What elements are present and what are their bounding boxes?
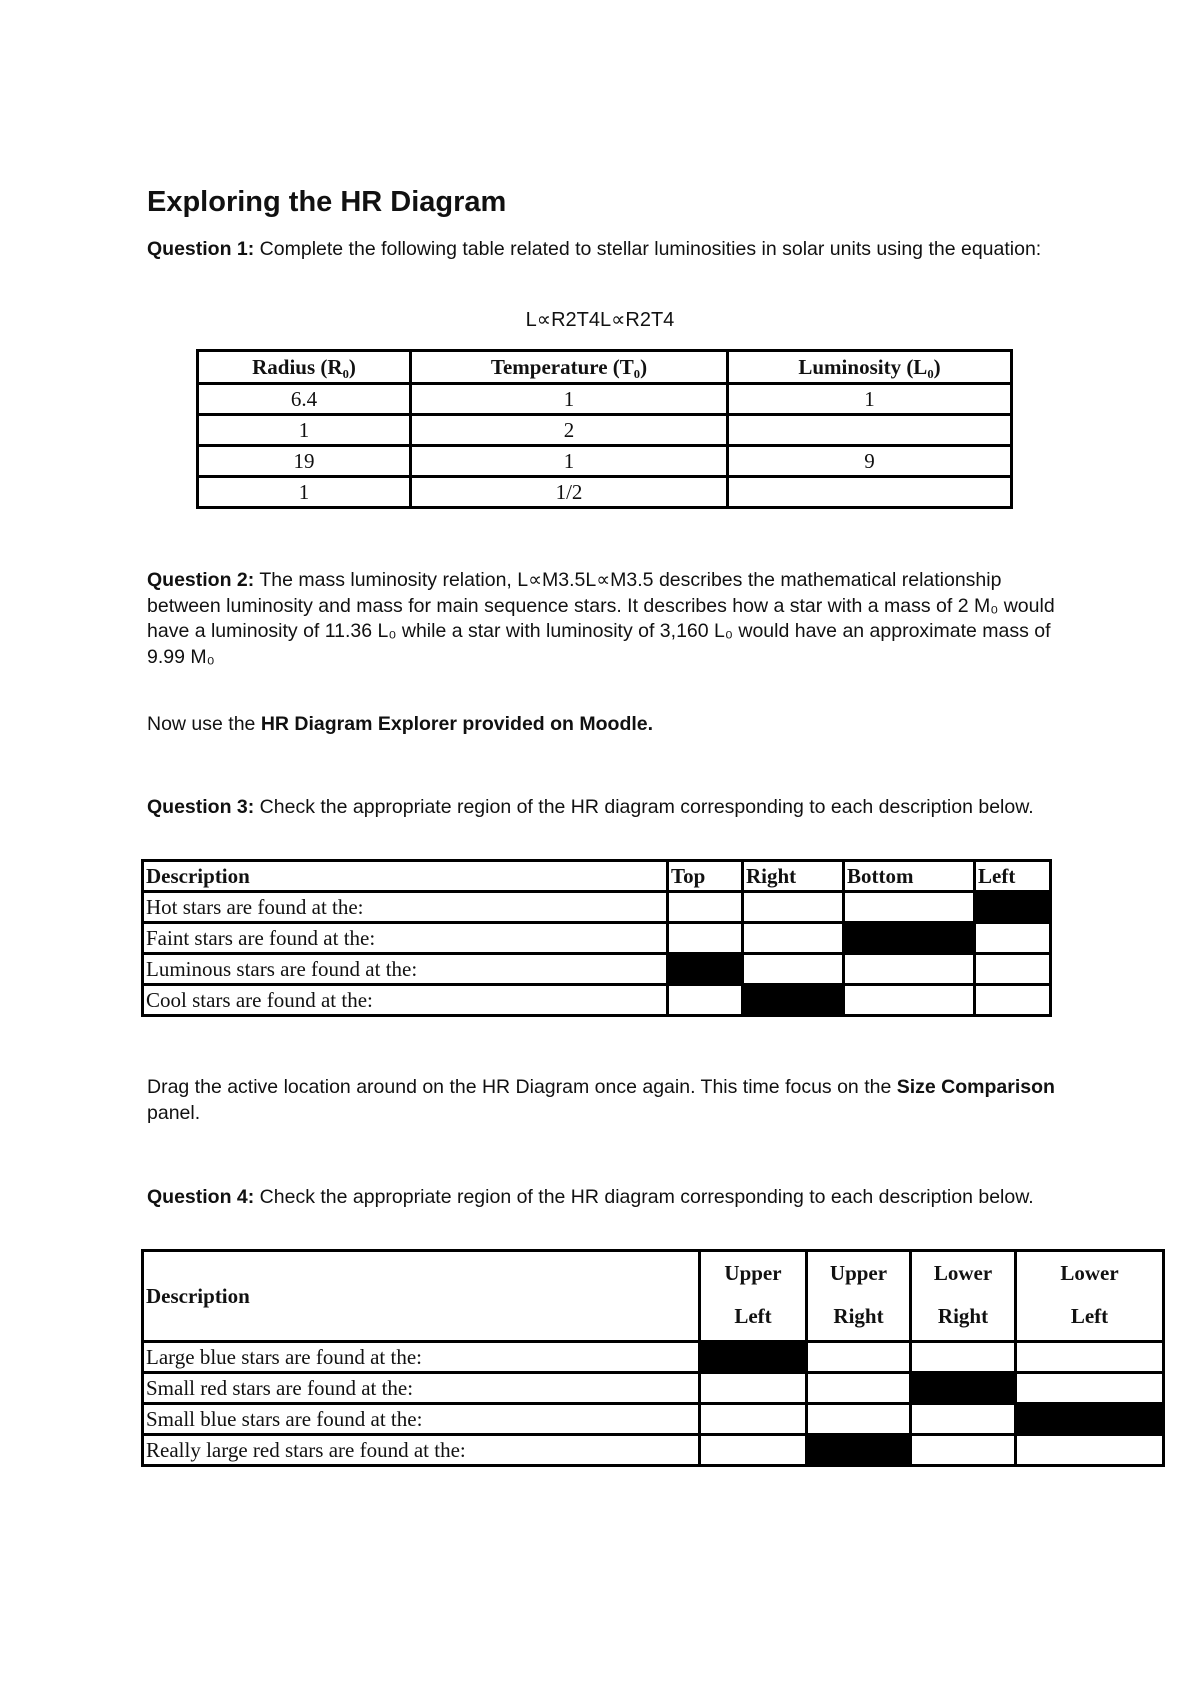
bottom-check-cell[interactable] (844, 985, 975, 1016)
luminosity-cell[interactable] (728, 477, 1012, 508)
temperature-header: Temperature (T₀) (411, 351, 728, 384)
radius-cell: 1 (198, 415, 411, 446)
temperature-cell: 1 (411, 446, 728, 477)
top-header: Top (668, 861, 743, 892)
bottom-check-cell[interactable] (844, 923, 975, 954)
question-4-text: Check the appropriate region of the HR diagram corresponding to each description below. (254, 1186, 1034, 1208)
lower-right-check-cell[interactable] (911, 1435, 1016, 1466)
drag-note-bold: Size Comparison (896, 1076, 1055, 1098)
explorer-note (147, 712, 1067, 738)
table-row (143, 1373, 1164, 1404)
lower-left-check-cell[interactable] (1016, 1373, 1164, 1404)
question-2-text-a: The mass luminosity relation, (254, 569, 518, 591)
question-3-prompt (147, 795, 1067, 821)
description-cell: Small blue stars are found at the: (143, 1404, 700, 1435)
lower-right-check-cell[interactable] (911, 1373, 1016, 1404)
right-header: Right (743, 861, 844, 892)
lower-right-check-cell[interactable] (911, 1404, 1016, 1435)
radius-cell: 1 (198, 477, 411, 508)
upper-right-check-cell[interactable] (807, 1404, 911, 1435)
left-check-cell[interactable] (975, 985, 1051, 1016)
right-check-cell[interactable] (743, 985, 844, 1016)
question-1-label: Question 1: (147, 238, 255, 260)
right-check-cell[interactable] (743, 954, 844, 985)
bottom-header: Bottom (844, 861, 975, 892)
lower-right-check-cell[interactable] (911, 1342, 1016, 1373)
luminosity-table-header-row (198, 351, 1012, 384)
left-check-cell[interactable] (975, 892, 1051, 923)
temperature-cell: 1/2 (411, 477, 728, 508)
upper-right-check-cell[interactable] (807, 1342, 911, 1373)
top-check-cell[interactable] (668, 985, 743, 1016)
question-3-text: Check the appropriate region of the HR diagram corresponding to each description below. (254, 796, 1034, 818)
luminosity-header: Luminosity (L₀) (728, 351, 1012, 384)
lower-left-check-cell[interactable] (1016, 1342, 1164, 1373)
upper-left-check-cell[interactable] (700, 1373, 807, 1404)
luminosity-cell[interactable] (728, 415, 1012, 446)
description-header: Description (143, 1251, 700, 1342)
table-row (198, 384, 1012, 415)
table-row (198, 446, 1012, 477)
question-3-label: Question 3: (147, 796, 255, 818)
upper-right-check-cell[interactable] (807, 1373, 911, 1404)
temperature-cell: 1 (411, 384, 728, 415)
page-title: Exploring the HR Diagram (147, 186, 507, 218)
description-cell: Faint stars are found at the: (143, 923, 668, 954)
table-row (143, 1404, 1164, 1435)
left-check-cell[interactable] (975, 923, 1051, 954)
lower-left-check-cell[interactable] (1016, 1435, 1164, 1466)
description-cell: Cool stars are found at the: (143, 985, 668, 1016)
upper-left-check-cell[interactable] (700, 1342, 807, 1373)
radius-cell: 19 (198, 446, 411, 477)
region-table-header-row (143, 861, 1051, 892)
table-row (143, 1435, 1164, 1466)
explorer-note-prefix: Now use the (147, 713, 261, 735)
question-1-text: Complete the following table related to stellar luminosities in solar units using the equation: (254, 238, 1042, 260)
left-header: Left (975, 861, 1051, 892)
table-row (143, 954, 1051, 985)
question-2-text-b: describes the mathematical relationship between luminosity and mass for main sequence stars. It describes how a star with a mass of 2 M₀ would have a luminosity of 11.36 L₀ while a star with luminosity of 3,160 L₀ would have an approximate mass of 9.99 M₀ (147, 569, 1055, 668)
description-header: Description (143, 861, 668, 892)
question-1-prompt (147, 237, 1067, 263)
radius-header: Radius (R₀) (198, 351, 411, 384)
question-2-label: Question 2: (147, 569, 255, 591)
table-row (143, 923, 1051, 954)
explorer-note-bold: HR Diagram Explorer provided on Moodle. (260, 713, 654, 735)
description-cell: Large blue stars are found at the: (143, 1342, 700, 1373)
drag-note-suffix: panel. (147, 1101, 201, 1124)
right-check-cell[interactable] (743, 923, 844, 954)
luminosity-cell: 9 (728, 446, 1012, 477)
top-check-cell[interactable] (668, 954, 743, 985)
table-row (198, 415, 1012, 446)
bottom-check-cell[interactable] (844, 892, 975, 923)
lower-left-check-cell[interactable] (1016, 1404, 1164, 1435)
upper-left-header: Upper Left (700, 1251, 807, 1342)
mass-luminosity-relation: L∝M3.5L∝M3.5 (517, 569, 654, 591)
region-table (141, 859, 1052, 1017)
right-check-cell[interactable] (743, 892, 844, 923)
lower-left-header: Lower Left (1016, 1251, 1164, 1342)
drag-note (147, 1075, 1067, 1126)
lower-right-header: Lower Right (911, 1251, 1016, 1342)
upper-left-check-cell[interactable] (700, 1404, 807, 1435)
table-row (143, 1342, 1164, 1373)
upper-left-check-cell[interactable] (700, 1435, 807, 1466)
quadrant-table (141, 1249, 1165, 1467)
table-row (143, 892, 1051, 923)
luminosity-equation: L∝R2T4L∝R2T4 (525, 309, 675, 331)
radius-cell: 6.4 (198, 384, 411, 415)
table-row (198, 477, 1012, 508)
drag-note-prefix: Drag the active location around on the HR Diagram once again. This time focus on the (147, 1076, 897, 1098)
question-4-prompt (147, 1185, 1067, 1211)
left-check-cell[interactable] (975, 954, 1051, 985)
description-cell: Small red stars are found at the: (143, 1373, 700, 1404)
bottom-check-cell[interactable] (844, 954, 975, 985)
upper-right-check-cell[interactable] (807, 1435, 911, 1466)
question-4-label: Question 4: (147, 1186, 255, 1208)
quadrant-table-header-row (143, 1251, 1164, 1342)
description-cell: Hot stars are found at the: (143, 892, 668, 923)
top-check-cell[interactable] (668, 892, 743, 923)
top-check-cell[interactable] (668, 923, 743, 954)
upper-right-header: Upper Right (807, 1251, 911, 1342)
luminosity-cell: 1 (728, 384, 1012, 415)
description-cell: Really large red stars are found at the: (143, 1435, 700, 1466)
question-2-prompt (147, 568, 1067, 670)
description-cell: Luminous stars are found at the: (143, 954, 668, 985)
temperature-cell: 2 (411, 415, 728, 446)
table-row (143, 985, 1051, 1016)
luminosity-table (196, 349, 1013, 509)
